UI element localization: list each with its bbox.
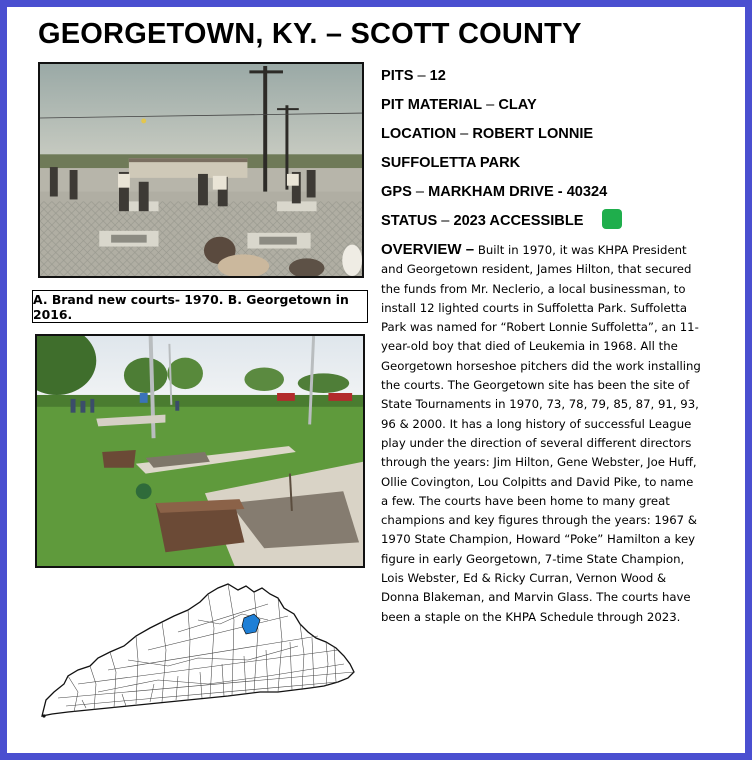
photo-caption: A. Brand new courts- 1970. B. Georgetown in 2016. (32, 290, 368, 323)
overview-text (381, 240, 703, 627)
court-facts (381, 62, 711, 236)
status-accessible-icon (602, 209, 622, 229)
fact-location: LOCATION – ROBERT LONNIE (381, 126, 594, 142)
fact-gps: GPS – MARKHAM DRIVE - 40324 (381, 184, 608, 200)
overview-heading: OVERVIEW – (381, 241, 475, 258)
kentucky-county-map (38, 580, 360, 720)
fact-pit-material: PIT MATERIAL – CLAY (381, 97, 537, 113)
fact-location-cont: SUFFOLETTA PARK (381, 155, 521, 171)
overview-body: Built in 1970, it was KHPA President and Georgetown resident, James Hilton, that secured the funds from Mr. Neclerio, a local businessman, to install 12 lighted courts in Suffoletta Park. Suffoletta Park was named for “Robert Lonnie Suffoletta”, an 11-year-old boy that died of Leukemia in 1968. All the Georgetown horseshoe pitchers did the work installing the courts. The Georgetown site has been the site of State Tournaments in 1970, 73, 78, 79, 85, 87, 91, 93, 96 & 2000. It has a long history of successful League play under the direction of several different directors through the years: Jim Hilton, Gene Webster, Joe Huff, Ollie Covington, Lou Colpitts and David Pike, to name a few. The courts have been home to many great champions and key figures through the years: 1967 & 1970 State Champion, Howard “Poke” Hamilton a key figure in early Georgetown, 7-time State Champion, Lois Webster, Ed & Ricky Curran, Vernon Wood & Donna Blakeman, and Marvin Glass. The courts have been a staple on the KHPA Schedule through 2023. (381, 243, 701, 624)
photo-2016-courts (35, 334, 365, 568)
fact-pits: PITS – 12 (381, 68, 446, 84)
fact-status: STATUS – 2023 ACCESSIBLE (381, 207, 711, 236)
page-title: GEORGETOWN, KY. – SCOTT COUNTY (38, 18, 582, 50)
photo-1970-courts (38, 62, 364, 278)
